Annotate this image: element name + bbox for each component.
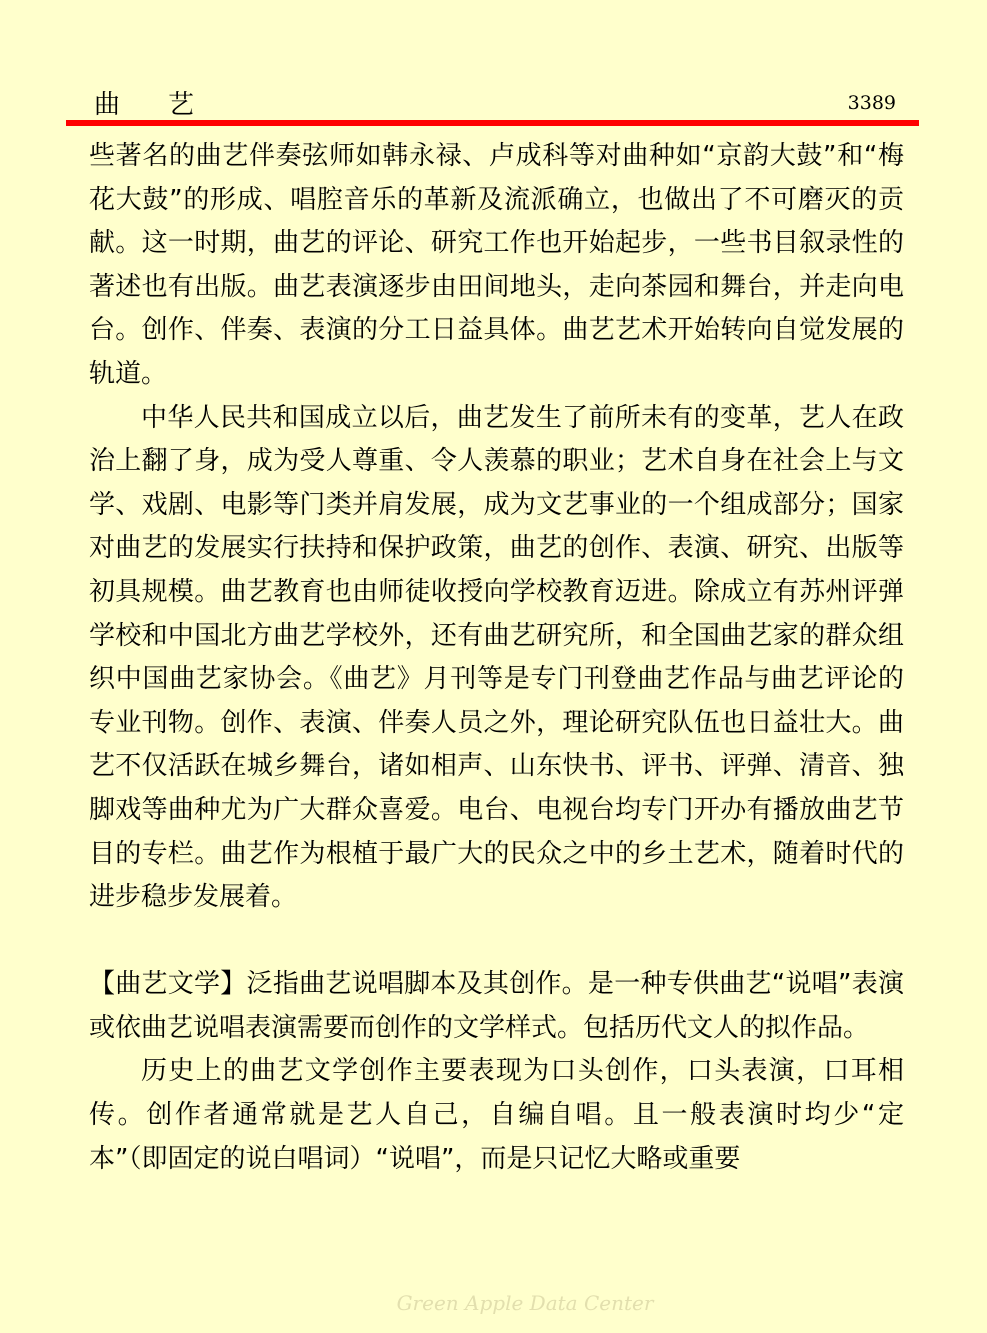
entry-paragraph-quyi-wenxue: 【曲艺文学】泛指曲艺说唱脚本及其创作。是一种专供曲艺“说唱”表演或依曲艺说唱表演需要而创作的文学样式。包括历代文人的拟作品。 <box>89 969 904 1043</box>
paragraph: 中华人民共和国成立以后，曲艺发生了前所未有的变革，艺人在政治上翻了身，成为受人尊重、令人羡慕的职业；艺术自身在社会上与文学、戏剧、电影等门类并肩发展，成为文艺事业的一个组成部分；国家对曲艺的发展实行扶持和保护政策，曲艺的创作、表演、研究、出版等初具规模。曲艺教育也由师徒收授向学校教育迈进。除成立有苏州评弹学校和中国北方曲艺学校外，还有曲艺研究所，和全国曲艺家的群众组织中国曲艺家协会。《曲艺》月刊等是专门刊登曲艺作品与曲艺评论的专业刊物。创作、表演、伴奏人员之外，理论研究队伍也日益壮大。曲艺不仅活跃在城乡舞台，诸如相声、山东快书、评书、评弹、清音、独脚戏等曲种尤为广大群众喜爱。电台、电视台均专门开办有播放曲艺节目的专栏。曲艺作为根植于最广大的民众之中的乡土艺术，随着时代的进步稳步发展着。 <box>89 402 904 913</box>
watermark: Green Apple Data Center <box>396 1291 654 1315</box>
paragraph: 历史上的曲艺文学创作主要表现为口头创作，口头表演，口耳相传。创作者通常就是艺人自己，自编自唱。且一般表演时均少“定本”（即固定的说白唱词）“说唱”，而是只记忆大略或重要 <box>89 1056 904 1174</box>
header-divider <box>66 120 919 126</box>
page-body <box>89 135 904 1181</box>
running-header-title: 曲艺 <box>94 90 243 120</box>
page-number: 3389 <box>847 92 896 114</box>
paragraph-continued: 些著名的曲艺伴奏弦师如韩永禄、卢成科等对曲种如“京韵大鼓”和“梅花大鼓”的形成、唱腔音乐的革新及流派确立，也做出了不可磨灭的贡献。这一时期，曲艺的评论、研究工作也开始起步，一些书目叙录性的著述也有出版。曲艺表演逐步由田间地头，走向茶园和舞台，并走向电台。创作、伴奏、表演的分工日益具体。曲艺艺术开始转向自觉发展的轨道。 <box>89 141 904 389</box>
